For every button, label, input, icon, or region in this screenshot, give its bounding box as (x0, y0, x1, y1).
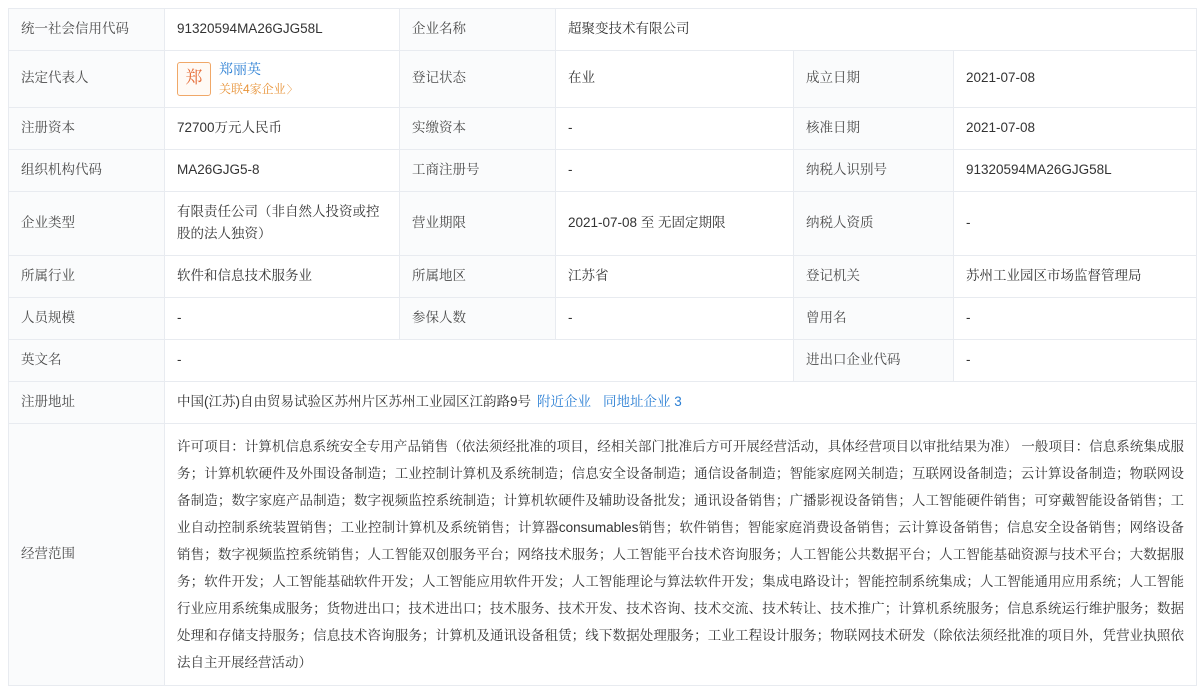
business-scope-text: 许可项目：计算机信息系统安全专用产品销售（依法须经批准的项目，经相关部门批准后方可开展经营活动，具体经营项目以审批结果为准） 一般项目：信息系统集成服务；计算机软硬件及外围设备制造；工业控制计算机及系统制造；信息安全设备制造；通信设备制造；智能家庭网关制造；互联网设备制造；云计算设备制造；物联网设备制造；数字家庭产品制造；数字视频监控系统制造；计算机软硬件及辅助设备批发；通讯设备销售；广播影视设备销售；人工智能硬件销售；可穿戴智能设备销售；工业自动控制系统装置销售；工业控制计算机及系统销售；计算器consumables销售；软件销售；智能家庭消费设备销售；云计算设备销售；信息安全设备销售；网络设备销售；数字视频监控系统销售；人工智能双创服务平台；网络技术服务；人工智能平台技术咨询服务；人工智能公共数据平台；人工智能基础资源与技术平台；大数据服务；软件开发；人工智能基础软件开发；人工智能应用软件开发；人工智能理论与算法软件开发；集成电路设计；智能控制系统集成；人工智能通用应用系统；人工智能行业应用系统集成服务；货物进出口；技术进出口；技术服务、技术开发、技术咨询、技术交流、技术转让、技术推广；计算机系统服务；信息系统运行维护服务；数据处理和存储支持服务；信息技术咨询服务；计算机及通讯设备租赁；线下数据处理服务；工业工程设计服务；物联网技术研发（除依法须经批准的项目外，凭营业执照依法自主开展经营活动） (177, 439, 1185, 671)
paid-capital-label: 实缴资本 (400, 107, 556, 149)
business-scope-label: 经营范围 (9, 424, 165, 686)
table-row (9, 107, 1197, 149)
legal-rep-block (177, 60, 387, 98)
industry-label: 所属行业 (9, 256, 165, 298)
table-row (9, 256, 1197, 298)
business-reg-no-value: - (556, 149, 794, 191)
reg-status-label: 登记状态 (400, 50, 556, 107)
taxpayer-qualification-label: 纳税人资质 (794, 191, 954, 256)
legal-rep-label: 法定代表人 (9, 50, 165, 107)
english-name-label: 英文名 (9, 340, 165, 382)
company-name-value: 超聚变技术有限公司 (556, 9, 1197, 51)
reg-address-text: 中国(江苏)自由贸易试验区苏州片区苏州工业园区江韵路9号 (177, 394, 531, 410)
business-scope-value (165, 424, 1197, 686)
table-row (9, 298, 1197, 340)
company-type-value: 有限责任公司（非自然人投资或控股的法人独资） (165, 191, 400, 256)
establish-date-value: 2021-07-08 (954, 50, 1197, 107)
credit-code-label: 统一社会信用代码 (9, 9, 165, 51)
region-label: 所属地区 (400, 256, 556, 298)
table-row (9, 424, 1197, 686)
reg-address-label: 注册地址 (9, 382, 165, 424)
table-row (9, 9, 1197, 51)
reg-status-value: 在业 (556, 50, 794, 107)
taxpayer-id-label: 纳税人识别号 (794, 149, 954, 191)
former-name-label: 曾用名 (794, 298, 954, 340)
insured-count-value: - (556, 298, 794, 340)
operating-period-label: 营业期限 (400, 191, 556, 256)
approve-date-label: 核准日期 (794, 107, 954, 149)
org-code-label: 组织机构代码 (9, 149, 165, 191)
reg-authority-label: 登记机关 (794, 256, 954, 298)
reg-authority-value: 苏州工业园区市场监督管理局 (954, 256, 1197, 298)
import-export-code-value: - (954, 340, 1197, 382)
english-name-value: - (165, 340, 794, 382)
table-row (9, 382, 1197, 424)
staff-size-value: - (165, 298, 400, 340)
paid-capital-value: - (556, 107, 794, 149)
table-row (9, 191, 1197, 256)
same-address-companies-link[interactable]: 同地址企业 (603, 394, 671, 410)
legal-rep-name-link[interactable]: 郑丽英 (219, 60, 261, 77)
industry-value: 软件和信息技术服务业 (165, 256, 400, 298)
company-type-label: 企业类型 (9, 191, 165, 256)
legal-rep-value (165, 50, 400, 107)
company-name-label: 企业名称 (400, 9, 556, 51)
credit-code-value: 91320594MA26GJG58L (165, 9, 400, 51)
company-info-table (8, 8, 1197, 686)
legal-rep-related-label: 关联4家企业 (219, 81, 286, 96)
region-value: 江苏省 (556, 256, 794, 298)
approve-date-value: 2021-07-08 (954, 107, 1197, 149)
chevron-right-icon: 〉 (286, 83, 298, 96)
table-row (9, 340, 1197, 382)
taxpayer-id-value: 91320594MA26GJG58L (954, 149, 1197, 191)
establish-date-label: 成立日期 (794, 50, 954, 107)
nearby-companies-link[interactable]: 附近企业 (537, 394, 591, 410)
org-code-value: MA26GJG5-8 (165, 149, 400, 191)
operating-period-value: 2021-07-08 至 无固定期限 (556, 191, 794, 256)
import-export-code-label: 进出口企业代码 (794, 340, 954, 382)
avatar: 郑 (177, 62, 211, 96)
former-name-value: - (954, 298, 1197, 340)
table-row (9, 149, 1197, 191)
same-address-count: 3 (674, 394, 682, 410)
staff-size-label: 人员规模 (9, 298, 165, 340)
legal-rep-related-link[interactable] (219, 81, 298, 98)
table-row (9, 50, 1197, 107)
business-reg-no-label: 工商注册号 (400, 149, 556, 191)
reg-capital-label: 注册资本 (9, 107, 165, 149)
taxpayer-qualification-value: - (954, 191, 1197, 256)
reg-address-links (537, 394, 682, 409)
legal-rep-text (219, 60, 298, 98)
reg-address-value (165, 382, 1197, 424)
insured-count-label: 参保人数 (400, 298, 556, 340)
reg-capital-value: 72700万元人民币 (165, 107, 400, 149)
